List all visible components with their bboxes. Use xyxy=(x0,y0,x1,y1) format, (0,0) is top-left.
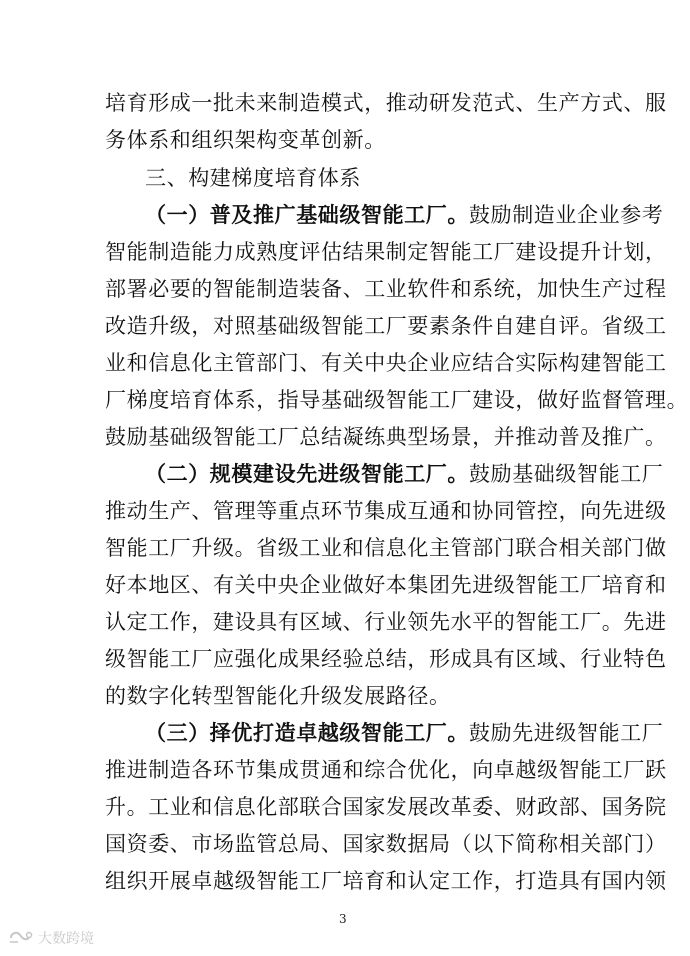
watermark-text: 大数跨境 xyxy=(38,931,94,947)
text-line: 推动生产、管理等重点环节集成互通和协同管控，向先进级 xyxy=(105,499,667,523)
text-line: 好本地区、有关中央企业做好本集团先进级智能工厂培育和 xyxy=(105,573,667,597)
text-line: 部署必要的智能制造装备、工业软件和系统，加快生产过程 xyxy=(105,277,667,301)
paragraph-lead xyxy=(145,459,664,489)
text-line: 国资委、市场监管总局、国家数据局（以下简称相关部门） xyxy=(105,832,667,856)
paragraph-heading: （二）规模建设先进级智能工厂。 xyxy=(145,461,469,486)
paragraph-lead-text: 鼓励先进级智能工厂 xyxy=(469,721,664,745)
text-line: 务体系和组织架构变革创新。 xyxy=(105,128,386,152)
section-heading: 三、构建梯度培育体系 xyxy=(145,166,361,190)
text-line: 厂梯度培育体系，指导基础级智能工厂建设，做好监督管理。 xyxy=(105,388,689,412)
text-line: 级智能工厂应强化成果经验总结，形成具有区域、行业特色 xyxy=(105,647,667,671)
text-line: 培育形成一批未来制造模式，推动研发范式、生产方式、服 xyxy=(105,91,667,115)
text-line: 鼓励基础级智能工厂总结凝练典型场景，并推动普及推广。 xyxy=(105,425,667,449)
text-line: 推进制造各环节集成贯通和综合优化，向卓越级智能工厂跃 xyxy=(105,758,667,782)
paragraph-lead xyxy=(145,718,664,748)
text-line: 组织开展卓越级智能工厂培育和认定工作，打造具有国内领 xyxy=(105,869,667,893)
text-line: 认定工作，建设具有区域、行业领先水平的智能工厂。先进 xyxy=(105,610,667,634)
text-line: 智能制造能力成熟度评估结果制定智能工厂建设提升计划， xyxy=(105,240,667,264)
paragraph-lead xyxy=(145,200,664,230)
text-line: 升。工业和信息化部联合国家发展改革委、财政部、国务院 xyxy=(105,795,667,819)
text-line: 改造升级，对照基础级智能工厂要素条件自建自评。省级工 xyxy=(105,314,667,338)
paragraph-lead-text: 鼓励基础级智能工厂 xyxy=(469,462,664,486)
paragraph-heading: （三）择优打造卓越级智能工厂。 xyxy=(145,720,469,745)
text-line: 智能工厂升级。省级工业和信息化主管部门联合相关部门做 xyxy=(105,536,667,560)
paragraph-heading: （一）普及推广基础级智能工厂。 xyxy=(145,202,469,227)
watermark-logo-icon xyxy=(8,929,34,947)
text-line: 的数字化转型智能化升级发展路径。 xyxy=(105,684,451,708)
text-line: 业和信息化主管部门、有关中央企业应结合实际构建智能工 xyxy=(105,351,667,375)
paragraph-lead-text: 鼓励制造业企业参考 xyxy=(469,203,664,227)
page-number: 3 xyxy=(339,912,347,926)
watermark xyxy=(8,928,94,948)
